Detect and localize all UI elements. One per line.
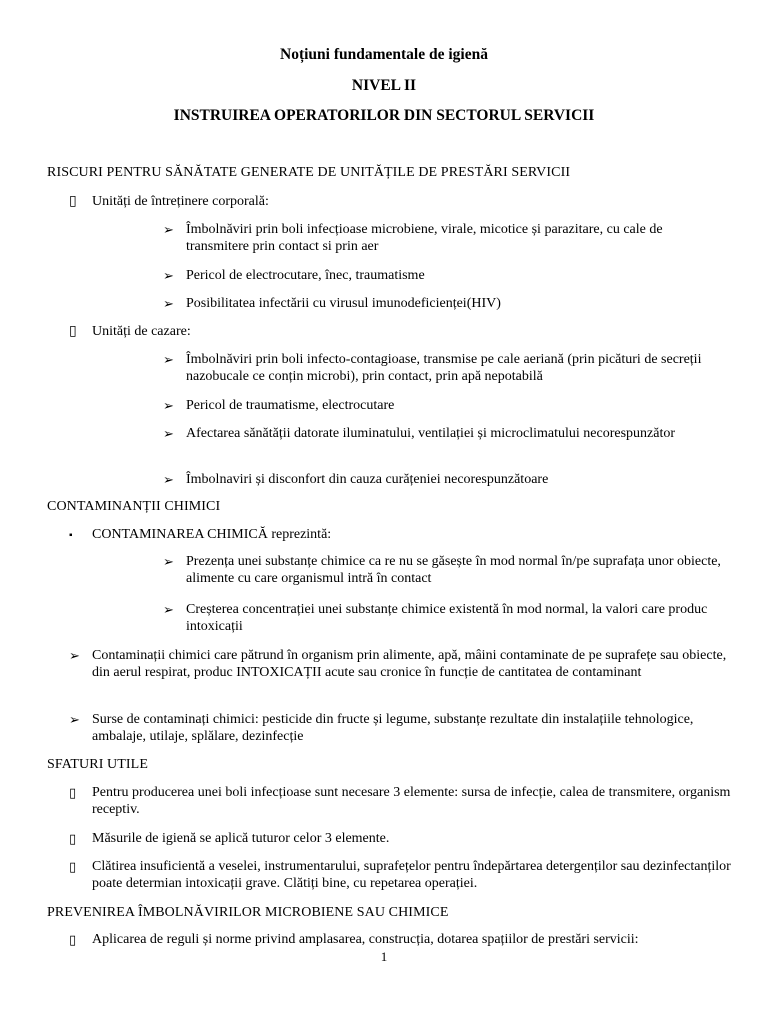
arrow-bullet-icon: ➢ xyxy=(69,648,80,663)
section-heading-chemical-contaminants: CONTAMINANȚII CHIMICI xyxy=(47,499,221,514)
arrow-bullet-icon: ➢ xyxy=(163,296,174,311)
arrow-bullet-icon: ➢ xyxy=(163,268,174,283)
page-number: 1 xyxy=(380,949,388,964)
box-bullet-icon: ▯ xyxy=(69,194,77,209)
list-item-text: Îmbolnaviri și disconfort din cauza curățeniei necorespunzătoare xyxy=(186,472,549,487)
list-item-text: Aplicarea de reguli și norme privind amplasarea, construcția, dotarea spațiilor de prestări servicii: xyxy=(92,932,639,947)
arrow-bullet-icon: ➢ xyxy=(163,398,174,413)
list-item-text: Îmbolnăviri prin boli infecto-contagioase, transmise pe cale aeriană (prin picături de secreții nazobucale ce conțin microbi), prin contact, prin apă nepotabilă xyxy=(186,352,702,384)
section-heading-useful-tips: SFATURI UTILE xyxy=(47,757,148,772)
list-item-text: Prezența unei substanțe chimice ca re nu se găsește în mod normal în/pe suprafața unor obiecte, alimente cu care organismul intră în contact xyxy=(186,554,721,586)
group-label: Unități de cazare: xyxy=(92,324,191,339)
box-bullet-icon: ▯ xyxy=(69,831,77,846)
group-label: CONTAMINAREA CHIMICĂ reprezintă: xyxy=(92,527,332,542)
list-item-text: Îmbolnăviri prin boli infecțioase microbiene, virale, micotice și parazitare, cu cale de transmitere prin contact si prin aer xyxy=(186,222,663,254)
group-label: Unități de întreținere corporală: xyxy=(92,194,269,209)
level-title: NIVEL II xyxy=(351,77,417,94)
list-item-text: Afectarea sănătății datorate iluminatului, ventilației și microclimatului necorespunzător xyxy=(186,426,676,441)
section-heading-health-risks: RISCURI PENTRU SĂNĂTATE GENERATE DE UNITĂȚILE DE PRESTĂRI SERVICII xyxy=(47,165,571,180)
list-item-text: Pentru producerea unei boli infecțioase sunt necesare 3 elemente: sursa de infecție, calea de transmitere, organism receptiv. xyxy=(92,785,731,817)
box-bullet-icon: ▯ xyxy=(69,859,77,874)
arrow-bullet-icon: ➢ xyxy=(163,602,174,617)
arrow-bullet-icon: ➢ xyxy=(163,472,174,487)
section-heading-prevention: PREVENIREA ÎMBOLNĂVIRILOR MICROBIENE SAU CHIMICE xyxy=(47,905,449,920)
list-item-text: Măsurile de igienă se aplică tuturor celor 3 elemente. xyxy=(92,831,390,846)
arrow-bullet-icon: ➢ xyxy=(69,712,80,727)
list-item-text: Surse de contaminați chimici: pesticide din fructe și legume, substanțe rezultate din instalațiile tehnologice, ambalaje, utilaje, splălare, dezinfecție xyxy=(92,712,694,744)
list-item-text: Contaminații chimici care pătrund în organism prin alimente, apă, mâini contaminate de pe suprafețe sau obiecte, din aerul respirat, produc INTOXICAȚII acute sau cronice în funcție de cantitatea de contaminant xyxy=(92,648,727,680)
box-bullet-icon: ▯ xyxy=(69,785,77,800)
square-bullet-icon: ▪ xyxy=(69,530,73,541)
document-title: Noțiuni fundamentale de igienă xyxy=(280,46,488,63)
list-item-text: Posibilitatea infectării cu virusul imunodeficienței(HIV) xyxy=(186,296,501,311)
arrow-bullet-icon: ➢ xyxy=(163,222,174,237)
list-item-text: Pericol de traumatisme, electrocutare xyxy=(186,398,395,413)
box-bullet-icon: ▯ xyxy=(69,932,77,947)
list-item-text: Clătirea insuficientă a veselei, instrumentarului, suprafețelor pentru îndepărtarea detergenților sau dezinfectanților poate determian intoxicații grave. Clătiți bine, cu repetarea operației. xyxy=(92,859,731,891)
list-item-text: Creșterea concentrației unei substanțe chimice existentă în mod normal, la valori care produc intoxicații xyxy=(186,602,708,634)
training-title: INSTRUIREA OPERATORILOR DIN SECTORUL SERVICII xyxy=(173,107,595,124)
arrow-bullet-icon: ➢ xyxy=(163,352,174,367)
list-item-text: Pericol de electrocutare, înec, traumatisme xyxy=(186,268,425,283)
box-bullet-icon: ▯ xyxy=(69,324,77,339)
arrow-bullet-icon: ➢ xyxy=(163,554,174,569)
arrow-bullet-icon: ➢ xyxy=(163,426,174,441)
